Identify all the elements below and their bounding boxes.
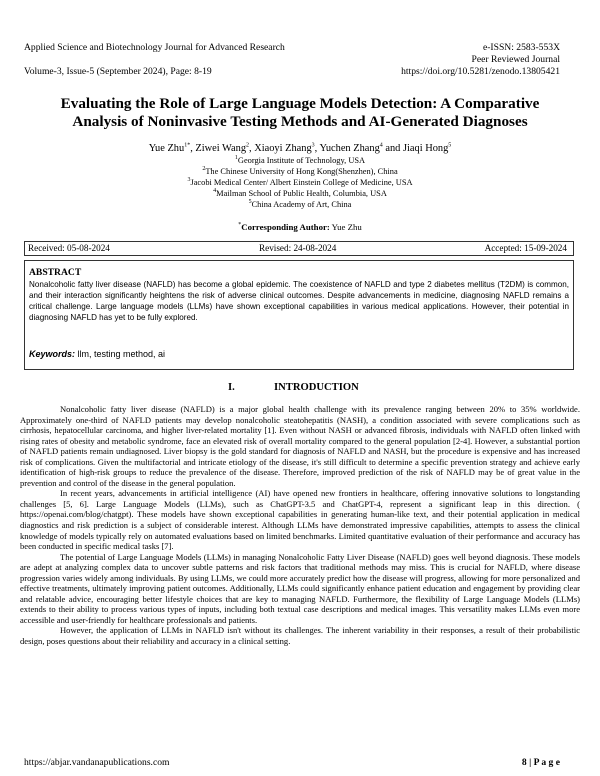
paper-title: [40, 95, 560, 131]
author-4: , Yuchen Zhang: [314, 143, 380, 154]
author-1-sup: 1*: [184, 142, 191, 149]
corresponding-sup: *: [238, 222, 242, 229]
paragraph-4: However, the application of LLMs in NAFLD isn't without its challenges. The inherent variability in their responses, a result of their probabilistic design, poses questions about their reliability and accuracy in a clinical setting.: [20, 625, 580, 647]
journal-name: Applied Science and Biotechnology Journal for Advanced Research: [24, 42, 285, 53]
author-5-sup: 5: [448, 142, 452, 149]
keywords: [29, 349, 165, 359]
affiliation-1-sup: 1: [234, 155, 238, 162]
affiliation-5-text: China Academy of Art, China: [251, 200, 352, 209]
received-date: Received: 05-08-2024: [28, 243, 110, 253]
section-number: I.: [228, 382, 235, 393]
paragraph-2: In recent years, advancements in artificial intelligence (AI) have opened new frontiers in healthcare, offering innovative solutions to longstanding challenges [5, 6]. Large Language Models (LLMs), such as ChatGPT-3.5 and ChatGPT-4, represent a significant leap in this direction. ( https://openai.com/blog/chatgpt). These models have shown exceptional capabilities in generating human-like text, and their potential application in medical diagnostics and risk prediction is a subject of considerable interest. Although LLMs have demonstrated impressive capabilities, attempts to assess the clinical knowledge of models typically rely on automated evaluations based on limited benchmarks. Limited quantitative evaluation of their performance and accuracy has been conducted in specific medical tasks [7].: [20, 488, 580, 552]
affiliation-3-text: Jacobi Medical Center/ Albert Einstein College of Medicine, USA: [190, 178, 413, 187]
section-title: INTRODUCTION: [274, 382, 359, 393]
affiliation-1: [40, 156, 560, 165]
author-1: Yue Zhu: [148, 143, 185, 154]
author-2: , Ziwei Wang: [190, 143, 247, 154]
affiliation-4: [40, 189, 560, 198]
affiliation-2-text: The Chinese University of Hong Kong(Shenzhen), China: [205, 167, 398, 176]
corresponding-label: Corresponding Author:: [241, 222, 330, 232]
keywords-list: llm, testing method, ai: [75, 349, 166, 359]
section-heading: [228, 382, 359, 393]
dates-box: [24, 241, 574, 256]
affiliation-2: [40, 167, 560, 176]
affiliation-5: [40, 200, 560, 209]
author-4-sup: 4: [379, 142, 383, 149]
doi-link[interactable]: https://doi.org/10.5281/zenodo.13805421: [401, 66, 560, 77]
author-list: [40, 143, 560, 154]
page-number: 8 | P a g e: [521, 757, 560, 768]
title-line-1: Evaluating the Role of Large Language Models Detection: A Comparative: [60, 95, 540, 112]
affiliation-5-sup: 5: [248, 199, 252, 206]
affiliation-4-sup: 4: [213, 188, 217, 195]
author-2-sup: 2: [246, 142, 250, 149]
accepted-date: Accepted: 15-09-2024: [484, 243, 567, 253]
affiliation-4-text: Mailman School of Public Health, Columbia, USA: [216, 189, 387, 198]
abstract-heading: ABSTRACT: [29, 267, 82, 278]
corresponding-name: Yue Zhu: [329, 222, 362, 232]
abstract-text: Nonalcoholic fatty liver disease (NAFLD) has become a global epidemic. The coexistence of NAFLD and type 2 diabetes mellitus (T2DM) is common, and their interaction significantly heightens the risk of adverse clinical outcomes. Despite advancements in medicine, diagnosing NAFLD remains a critical challenge. Large language models (LLMs) have shown exceptional capabilities in various medical applications. However, their potential in diagnosing NAFLD has yet to be fully explored.: [29, 280, 569, 322]
footer-url[interactable]: https://abjar.vandanapublications.com: [24, 757, 170, 768]
affiliation-1-text: Georgia Institute of Technology, USA: [237, 156, 366, 165]
author-3: , Xiaoyi Zhang: [249, 143, 312, 154]
affiliation-2-sup: 2: [202, 166, 206, 173]
author-5: and Jiaqi Hong: [382, 143, 449, 154]
issn: e-ISSN: 2583-553X: [482, 42, 560, 53]
body-text: [20, 404, 580, 647]
affiliation-3-sup: 3: [187, 177, 191, 184]
abstract-box: [24, 260, 574, 370]
peer-reviewed-label: Peer Reviewed Journal: [471, 54, 560, 65]
author-3-sup: 3: [311, 142, 315, 149]
keywords-label: Keywords:: [29, 349, 76, 359]
corresponding-author: [40, 222, 560, 232]
volume-issue: Volume-3, Issue-5 (September 2024), Page: 8-19: [24, 66, 212, 77]
affiliation-3: [40, 178, 560, 187]
paragraph-3: The potential of Large Language Models (LLMs) in managing Nonalcoholic Fatty Liver Disease (NAFLD) goes well beyond diagnosis. These models are adept at analyzing complex data to uncover subtle patterns and risk factors that traditional methods may miss. This is crucial for NAFLD, where disease progression varies widely among individuals. By using LLMs, we could more accurately predict how the disease will progress, allowing for more personalized and effective treatments, ultimately improving patient outcomes. Additionally, LLMs could significantly enhance patient education and engagement by providing clear and relatable advice, encouraging better lifestyle choices that are key to managing NAFLD. Furthermore, the flexibility of Large Language Models (LLMs) extends to their ability to process various types of inputs, including both textual case descriptions and medical images. This versatility makes LLMs even more accessible and user-friendly for healthcare professionals and patients.: [20, 551, 580, 625]
paragraph-1: Nonalcoholic fatty liver disease (NAFLD) is a major global health challenge with its prevalence ranging between 20% to 35% worldwide. Approximately one-third of NAFLD patients may develop nonalcoholic steatohepatitis (NASH), a condition associated with severe complications such as cirrhosis, hepatocellular carcinoma, and higher liver-related mortality [1]. Even without NASH or advanced fibrosis, individuals with NAFLD often linked with rising rates of obesity and metabolic syndrome, face an elevated risk of overall mortality compared to the general population [2-4]. However, a substantial portion of NAFLD patients remain undiagnosed. Liver biopsy is the gold standard for diagnosis of NAFLD and NASH, but the procedure is expensive and has increased risk of complications. Given the multifactorial and intricate etiology of the disease, it's still difficult to determine a specific prevention strategy and achieve early identification of high-risk groups to reduce the prevalence of the disease. Therefore, improved prediction of the risk of NAFLD may be of great value in the prevention and control of the disease in the general population.: [20, 404, 580, 488]
revised-date: Revised: 24-08-2024: [259, 243, 337, 253]
title-line-2: Analysis of Noninvasive Testing Methods and AI-Generated Diagnoses: [72, 113, 528, 130]
